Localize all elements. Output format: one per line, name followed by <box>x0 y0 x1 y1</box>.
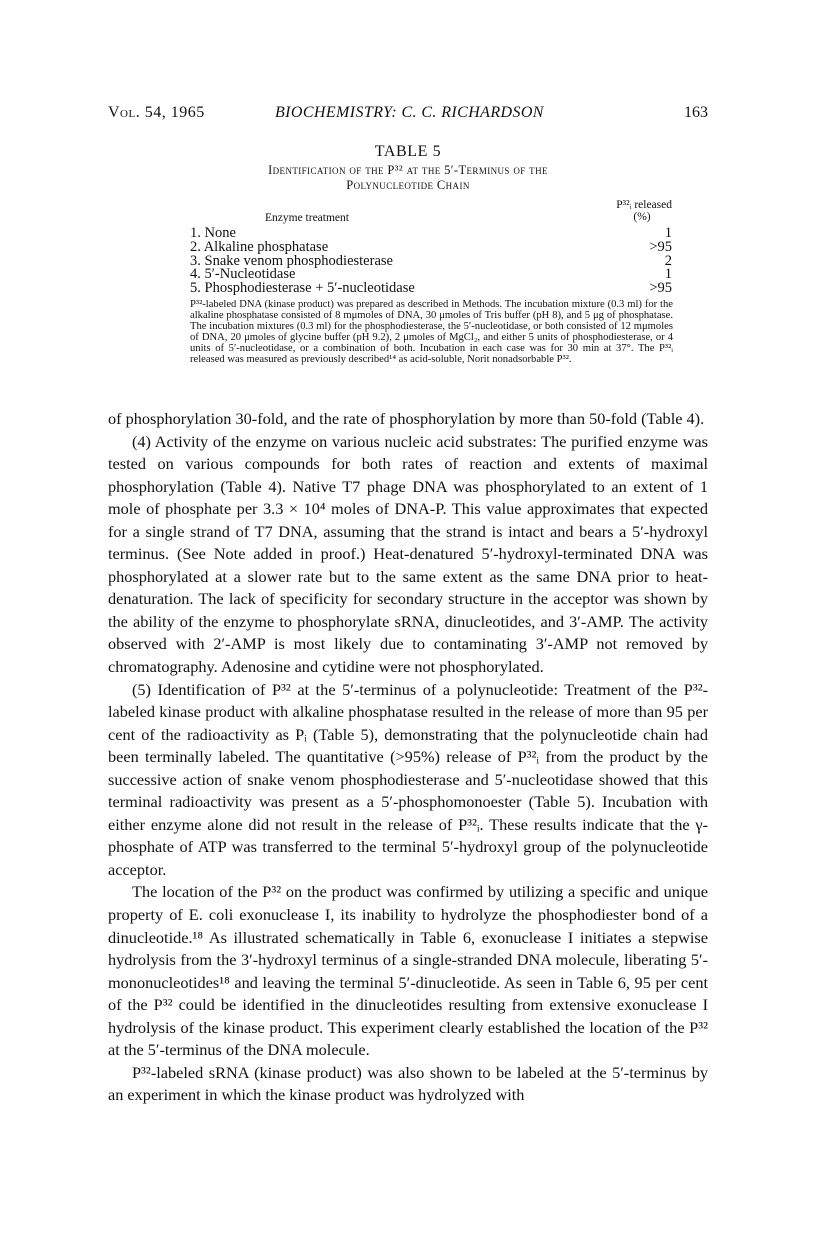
row-value: 1 <box>664 225 672 241</box>
body-text <box>108 408 708 1107</box>
paragraph-4: The location of the P³² on the product was confirmed by utilizing a specific and unique property of E. coli exonuclease I, its inability to hydrolyze the phosphodiester bond of a dinucleotide.¹⁸ As illustrated schematically in Table 6, exonuclease I initiates a stepwise hydrolysis from the 3′-hydroxyl terminus of a single-stranded DNA molecule, liberating 5′-mononucleotides¹⁸ and leaving the terminal 5′-dinucleotide. As seen in Table 6, 95 per cent of the P³² could be identified in the dinucleotides resulting from extensive exonuclease I hydrolysis of the kinase product. This experiment clearly established the location of the P³² at the 5′-terminus of the DNA molecule. <box>108 882 708 1060</box>
row-value: 1 <box>664 266 672 283</box>
table-body <box>190 227 672 296</box>
table-title: TABLE 5 <box>374 143 442 160</box>
row-label: 5. Phosphodiesterase + 5′-nucleotidase <box>190 280 415 297</box>
table-row <box>190 282 672 296</box>
row-value: >95 <box>649 238 672 255</box>
paragraph-2: (4) Activity of the enzyme on various nucleic acid substrates: The purified enzyme was tested on various compounds for both rates of reaction and extents of maximal phosphorylation (Table 4). Native T7 phage DNA was phosphorylated to an extent of 1 mole of phosphate per 3.3 × 10⁴ moles of DNA-P. This value approximates that expected for a single strand of T7 DNA, assuming that the strand is intact and bears a 5′-hydroxyl terminus. (See Note added in proof.) Heat-denatured 5′-hydroxyl-terminated DNA was phosphorylated at a slower rate but to the same extent as the same DNA prior to heat-denaturation. The lack of specificity for secondary structure in the acceptor was shown by the ability of the enzyme to phosphorylate sRNA, dinucleotides, and 3′-AMP. The activity observed with 2′-AMP is most likely due to contaminating 3′-AMP not removed by chromatography. Adenosine and cytidine were not phosphorylated. <box>108 431 708 677</box>
row-value: 2 <box>664 252 672 269</box>
row-label: 1. None <box>190 225 236 241</box>
column-header-treatment: Enzyme treatment <box>265 212 349 224</box>
table-caption <box>0 163 816 193</box>
row-value: >95 <box>649 280 672 297</box>
paragraph-1: of phosphorylation 30-fold, and the rate of phosphorylation by more than 50-fold (Table 4). <box>108 409 705 428</box>
volume-label: Vol. 54, 1965 <box>108 104 205 121</box>
paragraph-5: P³²-labeled sRNA (kinase product) was also shown to be labeled at the 5′-terminus by an experiment in which the kinase product was hydrolyzed with <box>108 1062 708 1105</box>
table-caption-line-1: Identification of the P³² at the 5′-Terminus of the <box>268 163 548 177</box>
page-number: 163 <box>684 104 708 121</box>
row-label: 4. 5′-Nucleotidase <box>190 266 296 283</box>
table-footnote: P³²-labeled DNA (kinase product) was prepared as described in Methods. The incubation mixture (0.3 ml) for the alkaline phosphatase consisted of 8 mμmoles of DNA, 30 μmoles of Tris buffer (pH 8), and 5 μg of phosphatase. The incubation mixtures (0.3 ml) for the phosphodiesterase, the 5′-nucleotidase, or both consisted of 12 mμmoles of DNA, 20 μmoles of glycine buffer (pH 9.2), 2 μmoles of MgCl₂, and either 5 units of phosphodiesterase, or 4 units of 5′-nucleotidase, or a combination of both. Incubation in each case was for 30 min at 37°. The P³²ᵢ released was measured as previously described¹⁴ as acid-soluble, Norit nonadsorbable P³². <box>190 299 673 365</box>
column-header-released-line-1: P³²ᵢ released <box>616 199 672 211</box>
journal-title: BIOCHEMISTRY: C. C. RICHARDSON <box>275 104 544 121</box>
row-label: 2. Alkaline phosphatase <box>190 238 329 255</box>
column-header-released-line-2: (%) <box>633 211 651 223</box>
column-header-released <box>582 199 672 223</box>
table-caption-line-2: Polynucleotide Chain <box>346 178 470 192</box>
running-head <box>108 104 708 128</box>
paragraph-3: (5) Identification of P³² at the 5′-terminus of a polynucleotide: Treatment of the P³²-labeled kinase product with alkaline phosphatase resulted in the release of more than 95 per cent of the radioactivity as Pᵢ (Table 5), demonstrating that the polynucleotide chain had been terminally labeled. The quantitative (>95%) release of P³²ᵢ from the product by the successive action of snake venom phosphodiesterase and 5′-nucleotidase showed that this terminal radioactivity was present as a 5′-phosphomonoester (Table 5). Incubation with either enzyme alone did not result in the release of P³²ᵢ. These results indicate that the γ-phosphate of ATP was transferred to the terminal 5′-hydroxyl group of the polynucleotide acceptor. <box>108 679 708 879</box>
row-label: 3. Snake venom phosphodiesterase <box>190 252 393 269</box>
